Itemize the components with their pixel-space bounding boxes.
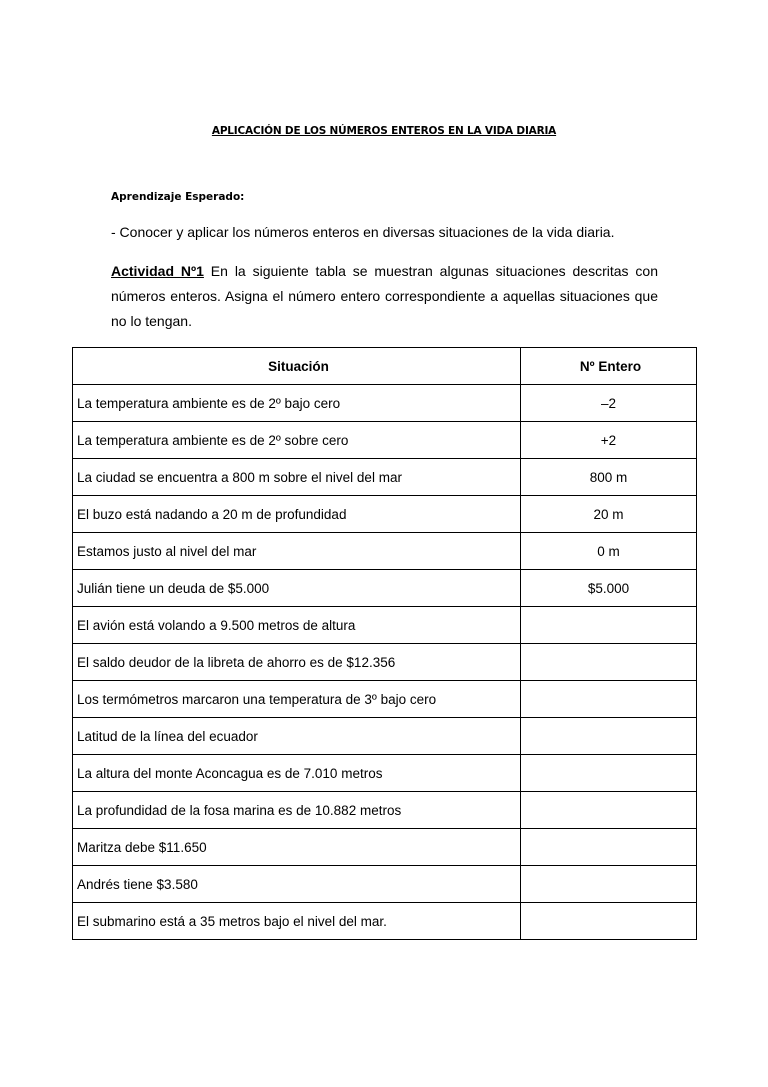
learning-goal-text: - Conocer y aplicar los números enteros en diversas situaciones de la vida diaria.: [111, 224, 615, 240]
table-row: [73, 792, 697, 829]
table-row: [73, 385, 697, 422]
integer-cell[interactable]: [521, 644, 697, 681]
learning-goal-heading: Aprendizaje Esperado:: [111, 191, 245, 203]
situation-cell: Estamos justo al nivel del mar: [73, 533, 521, 570]
table-row: [73, 459, 697, 496]
integer-cell[interactable]: $5.000: [521, 570, 697, 607]
table-row: [73, 607, 697, 644]
integer-cell[interactable]: –2: [521, 385, 697, 422]
activity-instructions: [111, 259, 658, 334]
situation-cell: Andrés tiene $3.580: [73, 866, 521, 903]
integer-cell[interactable]: +2: [521, 422, 697, 459]
table-row: [73, 718, 697, 755]
integer-cell[interactable]: [521, 681, 697, 718]
table-row: [73, 496, 697, 533]
situation-cell: Julián tiene un deuda de $5.000: [73, 570, 521, 607]
integer-cell[interactable]: [521, 829, 697, 866]
integer-cell[interactable]: [521, 607, 697, 644]
situation-cell: El buzo está nadando a 20 m de profundidad: [73, 496, 521, 533]
situation-cell: La ciudad se encuentra a 800 m sobre el nivel del mar: [73, 459, 521, 496]
document-title: APLICACIÓN DE LOS NÚMEROS ENTEROS EN LA VIDA DIARIA: [211, 125, 557, 137]
integer-cell[interactable]: [521, 866, 697, 903]
situation-cell: La altura del monte Aconcagua es de 7.010 metros: [73, 755, 521, 792]
situation-cell: La temperatura ambiente es de 2º bajo cero: [73, 385, 521, 422]
header-integer: Nº Entero: [521, 348, 697, 385]
integer-cell[interactable]: 20 m: [521, 496, 697, 533]
table-row: [73, 681, 697, 718]
table-row: [73, 829, 697, 866]
integer-cell[interactable]: [521, 755, 697, 792]
situation-cell: El submarino está a 35 metros bajo el nivel del mar.: [73, 903, 521, 940]
table-row: [73, 755, 697, 792]
situation-cell: El avión está volando a 9.500 metros de altura: [73, 607, 521, 644]
integer-cell[interactable]: 0 m: [521, 533, 697, 570]
situation-cell: La temperatura ambiente es de 2º sobre cero: [73, 422, 521, 459]
situation-cell: Maritza debe $11.650: [73, 829, 521, 866]
situation-cell: La profundidad de la fosa marina es de 10.882 metros: [73, 792, 521, 829]
situations-table: [72, 347, 697, 940]
table-row: [73, 570, 697, 607]
integer-cell[interactable]: 800 m: [521, 459, 697, 496]
table-row: [73, 644, 697, 681]
situation-cell: El saldo deudor de la libreta de ahorro es de $12.356: [73, 644, 521, 681]
integer-cell[interactable]: [521, 718, 697, 755]
integer-cell[interactable]: [521, 903, 697, 940]
header-situation: Situación: [73, 348, 521, 385]
table-row: [73, 903, 697, 940]
table-row: [73, 533, 697, 570]
situation-cell: Latitud de la línea del ecuador: [73, 718, 521, 755]
integer-cell[interactable]: [521, 792, 697, 829]
table-row: [73, 866, 697, 903]
situation-cell: Los termómetros marcaron una temperatura de 3º bajo cero: [73, 681, 521, 718]
activity-label: Actividad Nº1: [111, 263, 204, 279]
table-row: [73, 422, 697, 459]
table-header-row: [73, 348, 697, 385]
activity-text: En la siguiente tabla se muestran algunas situaciones descritas con números enteros. Asigna el número entero correspondiente a aquellas situaciones que no lo tengan.: [111, 263, 659, 329]
